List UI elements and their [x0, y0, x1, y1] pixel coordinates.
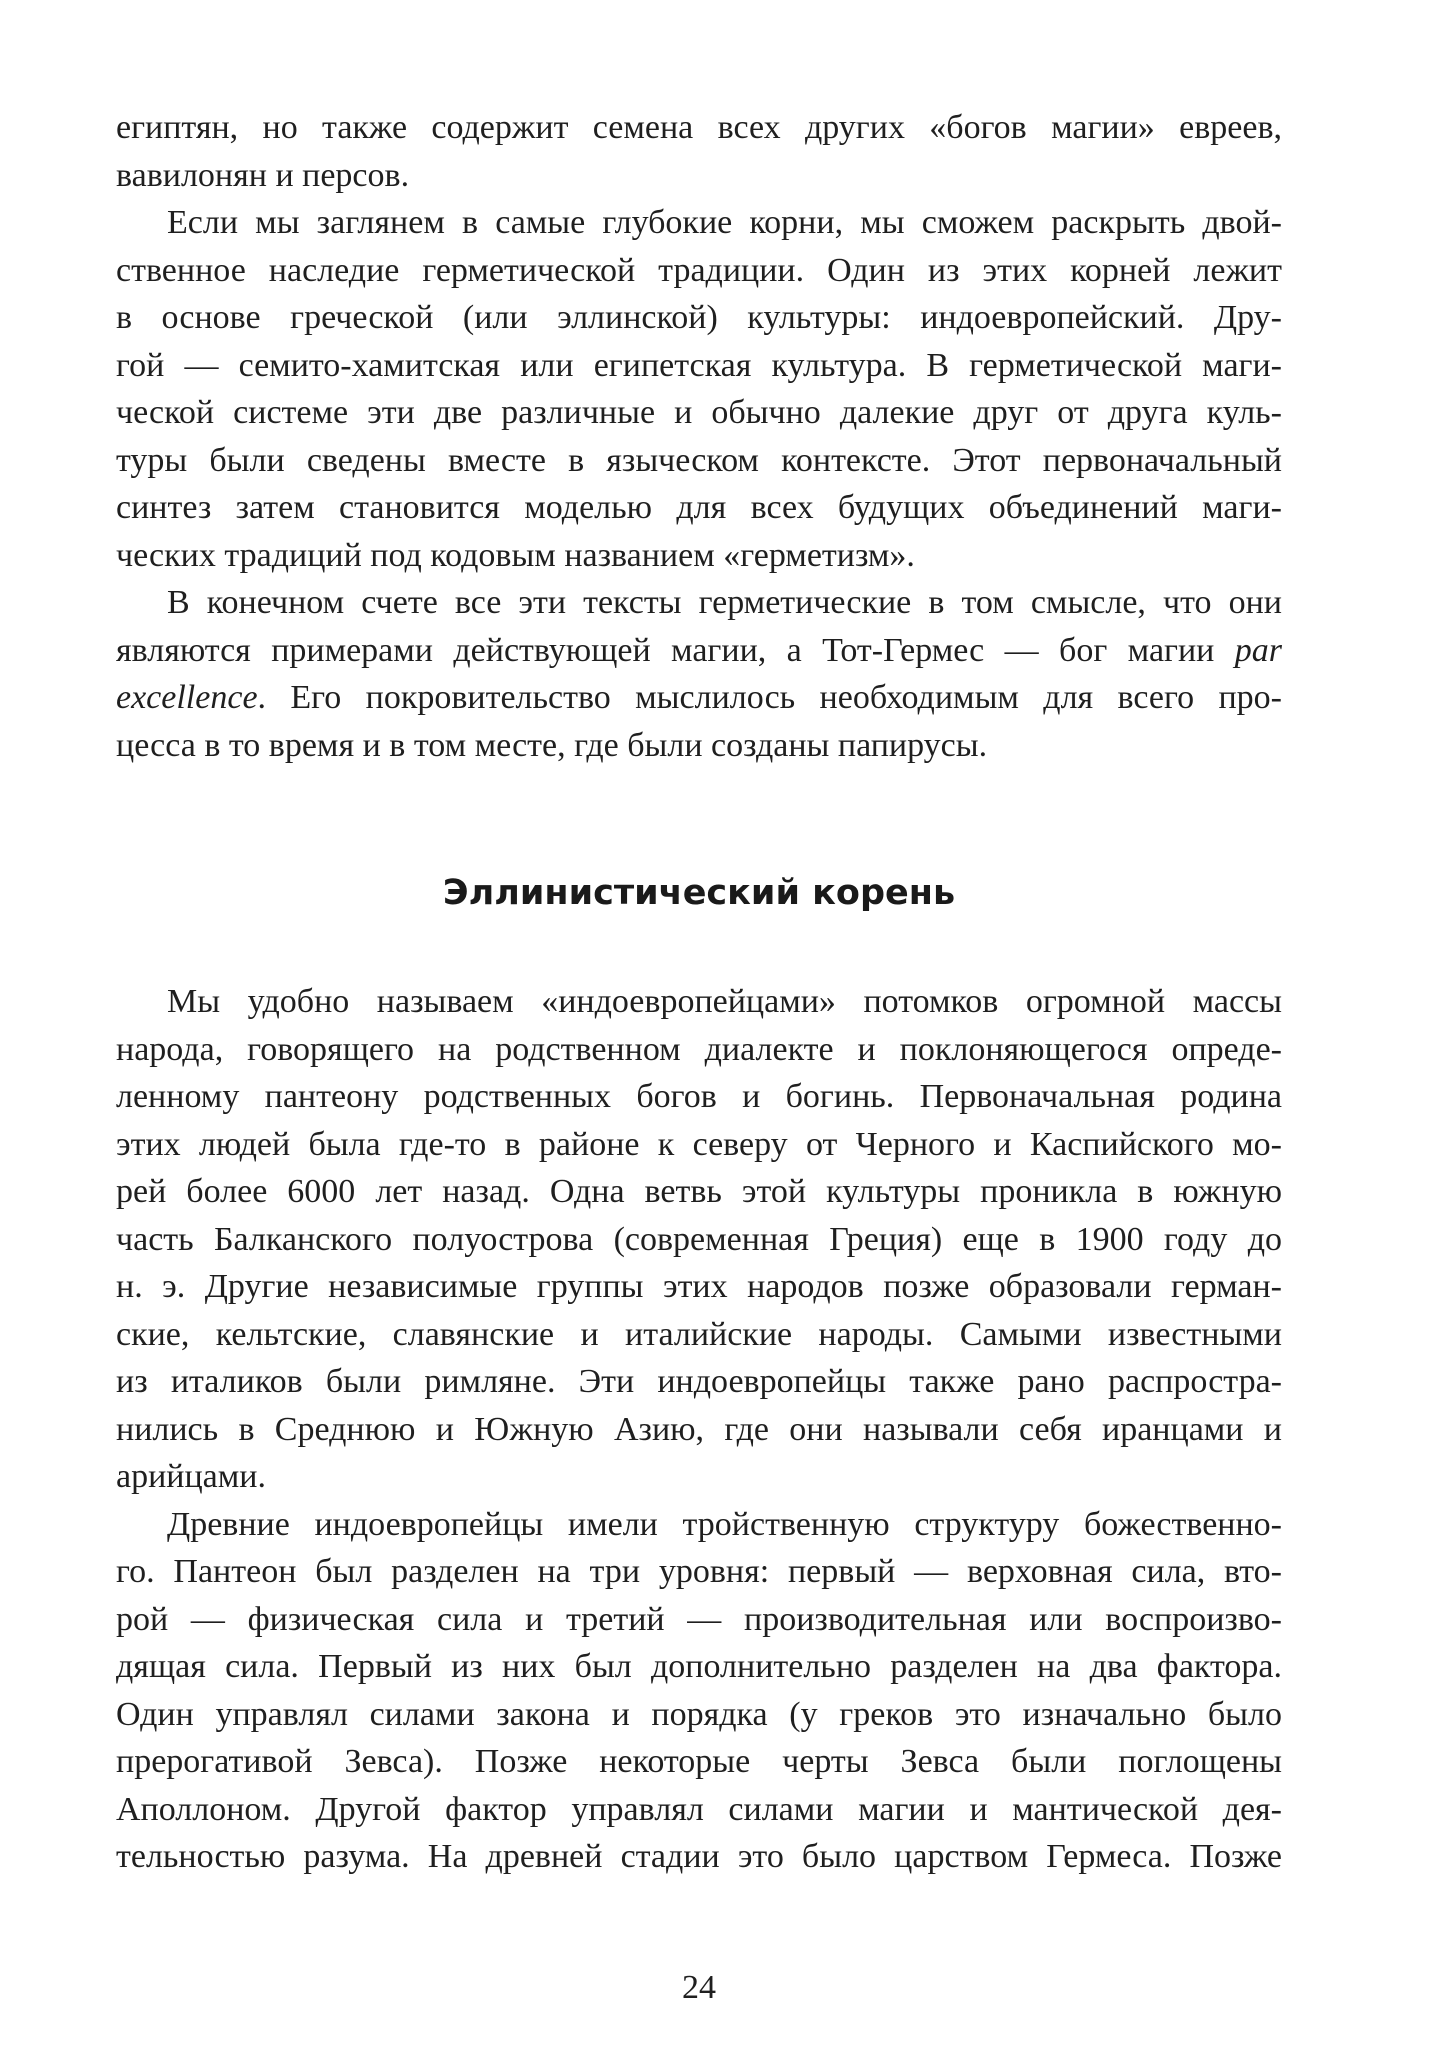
text-line: Аполлоном. Другой фактор управлял силами магии и мантической дея- [116, 1790, 1282, 1828]
text-line: дящая сила. Первый из них был дополнительно разделен на два фактора. [116, 1648, 1282, 1685]
text-line: египтян, но также содержит семена всех других «богов магии» евреев, [116, 109, 1282, 146]
page-number: 24 [682, 1969, 716, 2006]
text-line: этих людей была где-то в районе к северу от Черного и Каспийского мо- [116, 1125, 1282, 1163]
text-line: цесса в то время и в том месте, где были созданы папирусы. [116, 726, 988, 764]
text-line: ские, кельтские, славянские и италийские народы. Самыми известными [116, 1315, 1282, 1353]
text-line: в основе греческой (или эллинской) культуры: индоевропейский. Дру- [116, 299, 1282, 336]
text-line: прерогативой Зевса). Позже некоторые черты Зевса были поглощены [116, 1743, 1282, 1780]
text-line: Древние индоевропейцы имели тройственную структуру божественно- [167, 1505, 1282, 1543]
text-run: . Его покровительство мыслилось необходимым для всего про- [257, 679, 1282, 716]
text-line: арийцами. [116, 1458, 266, 1495]
text-line-with-italic [116, 674, 1282, 722]
italic-term: excellence [116, 679, 258, 716]
text-line-with-italic [116, 627, 1282, 675]
text-line: нились в Среднюю и Южную Азию, где они называли себя иранцами и [116, 1410, 1282, 1448]
text-line: гой — семито-хамитская или египетская культура. В герметической маги- [116, 346, 1282, 384]
section-heading: Эллинистический корень [442, 873, 956, 913]
text-line: ственное наследие герметической традиции. Один из этих корней лежит [116, 251, 1282, 289]
text-line: Если мы заглянем в самые глубокие корни, мы сможем раскрыть двой- [167, 204, 1282, 241]
text-line: рей более 6000 лет назад. Одна ветвь этой культуры проникла в южную [116, 1173, 1282, 1210]
text-line: народа, говорящего на родственном диалекте и поклоняющегося опреде- [116, 1030, 1282, 1068]
text-line: рой — физическая сила и третий — производительная или воспроизво- [116, 1600, 1282, 1638]
text-line: го. Пантеон был разделен на три уровня: первый — верховная сила, вто- [116, 1553, 1282, 1590]
text-line: ческих традиций под кодовым названием «герметизм». [116, 536, 915, 574]
text-line: Мы удобно называем «индоевропейцами» потомков огромной массы [167, 983, 1282, 1020]
section-body-text [116, 978, 1282, 1881]
text-line: из италиков были римляне. Эти индоевропейцы также рано распростра- [116, 1363, 1282, 1400]
text-line: тельностью разума. На древней стадии это было царством Гермеса. Позже [116, 1838, 1282, 1875]
text-run: являются примерами действующей магии, а Тот-Гермес — бог магии [116, 631, 1235, 669]
text-line: ленному пантеону родственных богов и богинь. Первоначальная родина [116, 1078, 1282, 1115]
text-line: синтез затем становится моделью для всех будущих объединений маги- [116, 489, 1282, 526]
text-line: В конечном счете все эти тексты герметические в том смысле, что они [167, 584, 1282, 621]
text-line: туры были сведены вместе в языческом контексте. Этот первоначальный [116, 441, 1282, 479]
text-line: часть Балканского полуострова (современная Греция) еще в 1900 году до [116, 1220, 1282, 1258]
text-line: ческой системе эти две различные и обычно далекие друг от друга куль- [116, 394, 1282, 431]
text-line: н. э. Другие независимые группы этих народов позже образовали герман- [116, 1268, 1282, 1305]
top-text-block [116, 104, 1282, 769]
italic-term: par [1234, 631, 1282, 669]
text-line: Один управлял силами закона и порядка (у греков это изначально было [116, 1695, 1282, 1733]
text-line: вавилонян и персов. [116, 156, 410, 194]
